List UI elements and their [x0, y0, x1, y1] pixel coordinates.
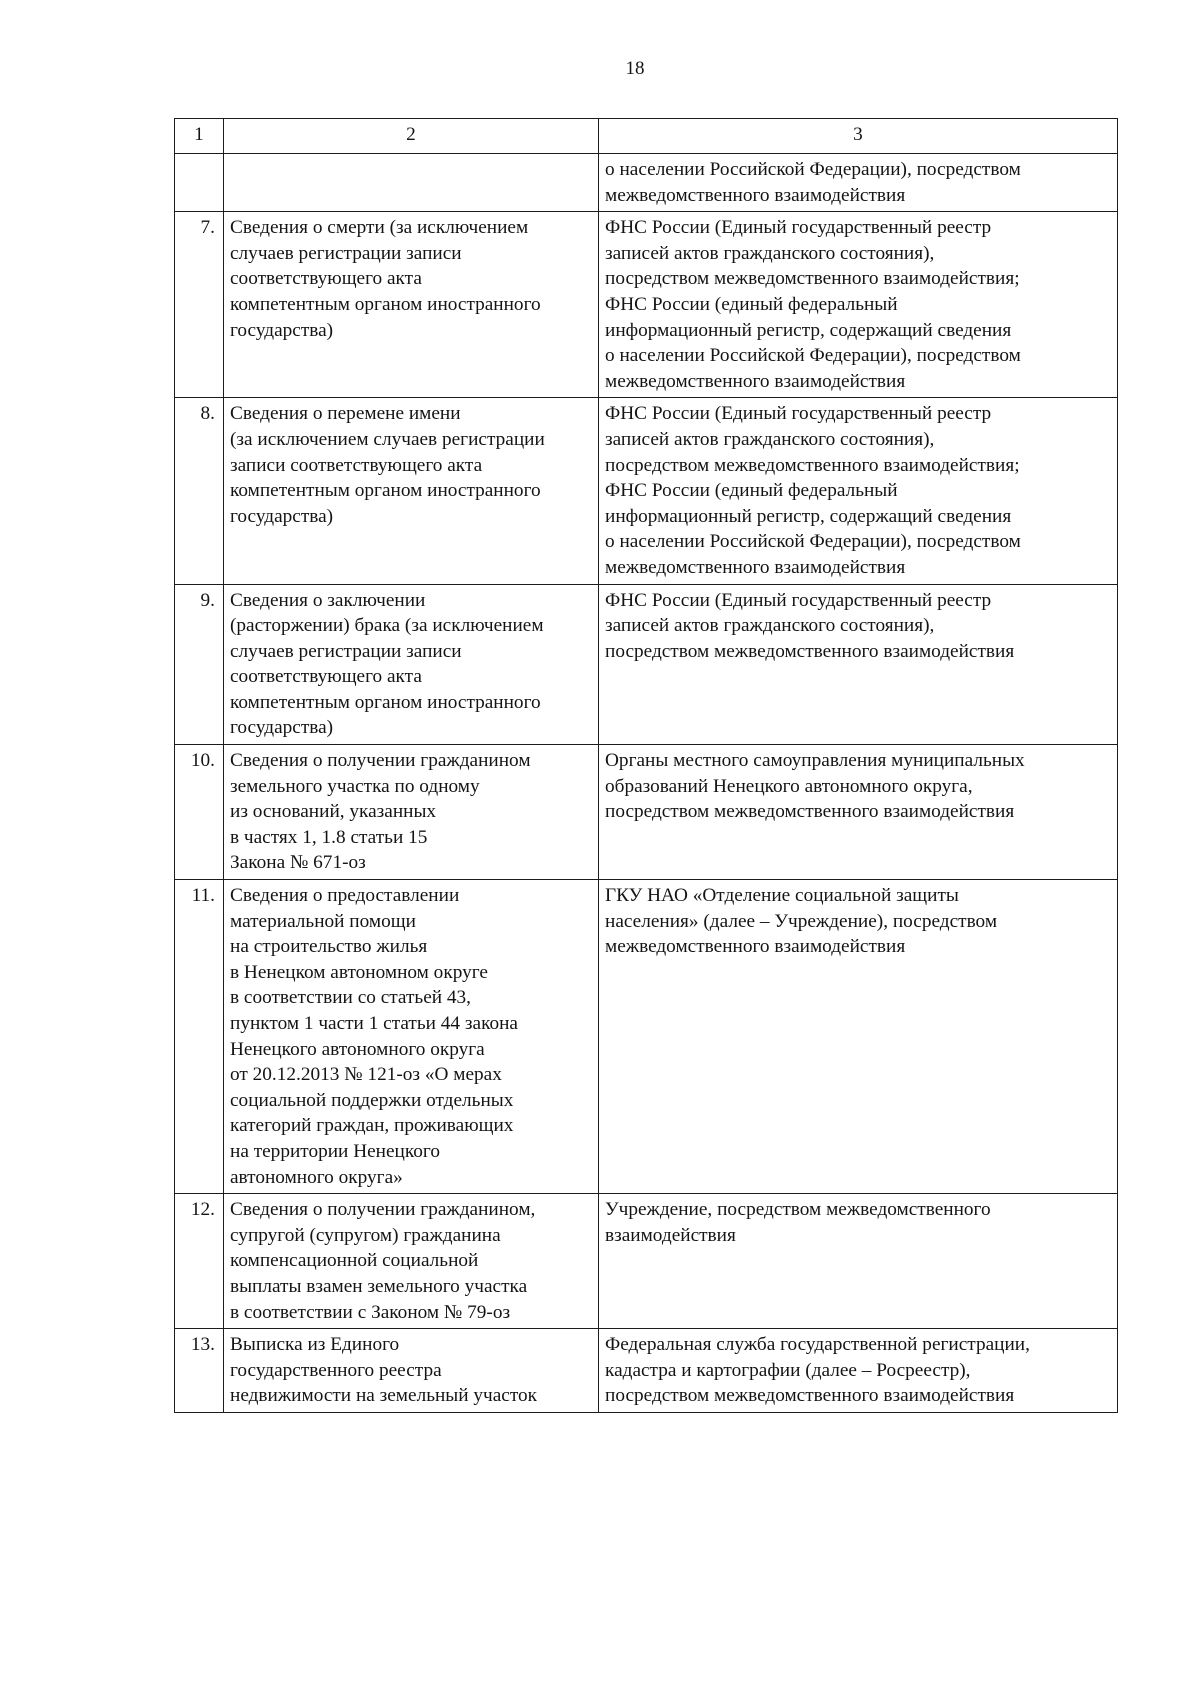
table-row	[175, 398, 1118, 584]
row-number: 9.	[175, 584, 224, 745]
document-name-line: записи соответствующего акта	[230, 454, 483, 476]
row-number: 7.	[175, 212, 224, 398]
source-line: посредством межведомственного взаимодействия	[605, 801, 1015, 823]
document-name-line: в Ненецком автономном округе	[230, 961, 488, 983]
document-name-line: автономного округа»	[230, 1166, 403, 1188]
source-line: Учреждение, посредством межведомственного	[605, 1199, 991, 1221]
document-name-line: государства)	[230, 717, 334, 739]
row-number: 8.	[175, 398, 224, 584]
document-name-line: в соответствии с Законом № 79-оз	[230, 1301, 511, 1323]
document-name-line: от 20.12.2013 № 121-оз «О мерах	[230, 1064, 502, 1086]
source-line: кадастра и картографии (далее – Росреестр),	[605, 1359, 971, 1381]
document-name-line: в частях 1, 1.8 статьи 15	[230, 826, 428, 848]
document-name-line: Сведения о получении гражданином,	[230, 1199, 536, 1221]
document-name-line: Выписка из Единого	[230, 1334, 400, 1356]
table-row	[175, 1329, 1118, 1413]
document-name-line: материальной помощи	[230, 910, 416, 932]
source-line: записей актов гражданского состояния),	[605, 428, 935, 450]
document-name-line: социальной поддержки отдельных	[230, 1089, 514, 1111]
header-cell-2: 2	[224, 119, 599, 154]
document-name-line: супругой (супругом) гражданина	[230, 1224, 501, 1246]
row-number: 11.	[175, 880, 224, 1194]
source-line: Федеральная служба государственной регистрации,	[605, 1334, 1030, 1356]
document-name-line: в соответствии со статьей 43,	[230, 987, 472, 1009]
row-number	[175, 154, 224, 212]
document-name-line: пунктом 1 части 1 статьи 44 закона	[230, 1013, 518, 1034]
document-name-line: государства)	[230, 505, 334, 527]
source-line: записей актов гражданского состояния),	[605, 615, 935, 637]
source-line: посредством межведомственного взаимодействия;	[605, 454, 1020, 476]
header-cell-1: 1	[175, 119, 224, 154]
source-line: ФНС России (единый федеральный	[605, 293, 898, 315]
document-name-line: (за исключением случаев регистрации	[230, 428, 545, 450]
document-name-line: (расторжении) брака (за исключением	[230, 615, 544, 637]
source-line: записей актов гражданского состояния),	[605, 242, 935, 264]
source-cell	[599, 1329, 1118, 1413]
row-number: 13.	[175, 1329, 224, 1413]
source-line: о населении Российской Федерации), посредством	[605, 531, 1021, 553]
document-name-line: государственного реестра	[230, 1359, 442, 1381]
table-row	[175, 745, 1118, 880]
document-name-line: категорий граждан, проживающих	[230, 1115, 514, 1137]
page-number: 18	[625, 58, 645, 79]
table-row	[175, 1194, 1118, 1329]
document-name-line: случаев регистрации записи	[230, 242, 462, 264]
document-name-line: Закона № 671-оз	[230, 852, 366, 874]
header-cell-3: 3	[599, 119, 1118, 154]
table-row	[175, 584, 1118, 745]
document-name-line: случаев регистрации записи	[230, 640, 462, 662]
source-line: о населении Российской Федерации), посредством	[605, 159, 1021, 180]
row-number: 12.	[175, 1194, 224, 1329]
source-line: посредством межведомственного взаимодействия;	[605, 268, 1020, 290]
source-line: ФНС России (Единый государственный реестр	[605, 403, 992, 425]
source-line: межведомственного взаимодействия	[605, 936, 906, 958]
source-line: межведомственного взаимодействия	[605, 184, 906, 206]
table-row	[175, 154, 1118, 212]
document-name-line: государства)	[230, 319, 334, 341]
source-cell	[599, 1194, 1118, 1329]
source-line: образований Ненецкого автономного округа,	[605, 775, 973, 797]
document-name-line: Сведения о предоставлении	[230, 885, 460, 907]
document-name-line: из оснований, указанных	[230, 801, 437, 823]
document-name-cell	[224, 584, 599, 745]
source-cell	[599, 584, 1118, 745]
source-cell	[599, 212, 1118, 398]
source-line: о населении Российской Федерации), посредством	[605, 345, 1021, 367]
document-name-line: Сведения о смерти (за исключением	[230, 217, 529, 239]
document-name-line: Сведения о заключении	[230, 589, 426, 611]
services-table	[174, 118, 1118, 1413]
source-line: посредством межведомственного взаимодействия	[605, 640, 1015, 662]
source-cell	[599, 398, 1118, 584]
source-cell	[599, 154, 1118, 212]
document-name-cell	[224, 212, 599, 398]
table-row	[175, 212, 1118, 398]
source-line: ФНС России (Единый государственный реестр	[605, 217, 992, 239]
source-line: посредством межведомственного взаимодействия	[605, 1385, 1015, 1407]
document-name-cell	[224, 154, 599, 212]
source-line: населения» (далее – Учреждение), посредством	[605, 910, 998, 932]
document-name-line: соответствующего акта	[230, 268, 422, 290]
document-name-cell	[224, 745, 599, 880]
source-line: ГКУ НАО «Отделение социальной защиты	[605, 885, 959, 907]
source-line: ФНС России (единый федеральный	[605, 480, 898, 502]
document-name-line: соответствующего акта	[230, 666, 422, 688]
source-line: информационный регистр, содержащий сведения	[605, 505, 1012, 527]
document-name-line: Ненецкого автономного округа	[230, 1038, 485, 1060]
source-line: межведомственного взаимодействия	[605, 370, 906, 392]
source-line: взаимодействия	[605, 1224, 736, 1246]
document-name-cell	[224, 1194, 599, 1329]
row-number: 10.	[175, 745, 224, 880]
source-line: информационный регистр, содержащий сведения	[605, 319, 1012, 341]
document-name-cell	[224, 880, 599, 1194]
source-cell	[599, 880, 1118, 1194]
document-name-line: земельного участка по одному	[230, 775, 480, 797]
document-name-line: на территории Ненецкого	[230, 1140, 440, 1162]
document-name-line: выплаты взамен земельного участка	[230, 1275, 528, 1297]
table-header-row	[175, 119, 1118, 154]
source-line: ФНС России (Единый государственный реестр	[605, 589, 992, 611]
table-row	[175, 880, 1118, 1194]
document-name-line: недвижимости на земельный участок	[230, 1385, 538, 1407]
document-name-line: компетентным органом иностранного	[230, 480, 541, 502]
source-line: межведомственного взаимодействия	[605, 556, 906, 578]
document-name-line: компенсационной социальной	[230, 1250, 479, 1272]
source-cell	[599, 745, 1118, 880]
document-name-line: Сведения о получении гражданином	[230, 750, 531, 772]
document-name-cell	[224, 398, 599, 584]
document-name-line: на строительство жилья	[230, 936, 428, 958]
document-name-line: компетентным органом иностранного	[230, 293, 541, 315]
document-name-line: компетентным органом иностранного	[230, 691, 541, 713]
document-name-line: Сведения о перемене имени	[230, 403, 461, 425]
document-name-cell	[224, 1329, 599, 1413]
source-line: Органы местного самоуправления муниципальных	[605, 750, 1025, 772]
